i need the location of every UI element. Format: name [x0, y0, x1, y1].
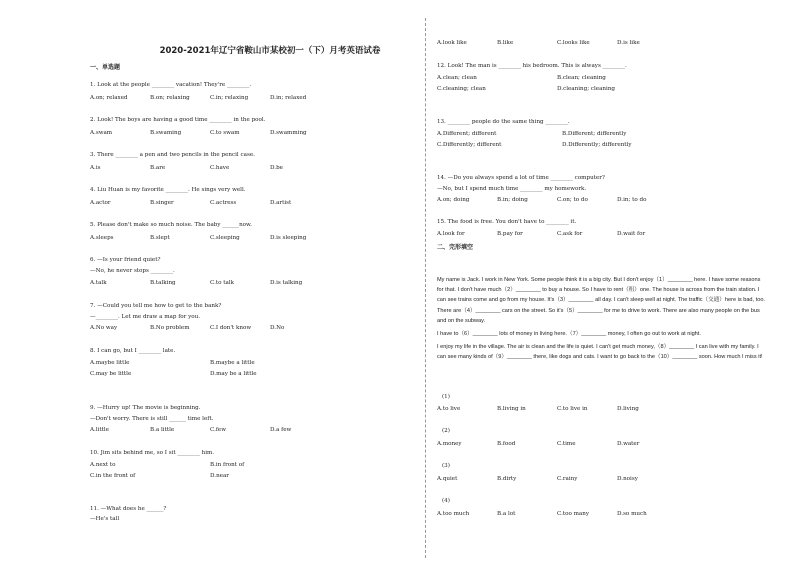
- option-2c[interactable]: C.to swam: [210, 130, 240, 136]
- cloze-item-2: (2): [442, 428, 450, 434]
- option-12c[interactable]: C.cleaning; clean: [437, 86, 486, 92]
- cloze-option-1c[interactable]: C.to live in: [557, 406, 588, 412]
- option-12b[interactable]: B.clean; cleaning: [557, 75, 606, 81]
- option-1a[interactable]: A.on; relaxed: [90, 95, 128, 101]
- cloze-option-3d[interactable]: D.noisy: [617, 476, 638, 482]
- option-4c[interactable]: C.actress: [210, 200, 237, 206]
- cloze-option-2b[interactable]: B.food: [497, 441, 516, 447]
- option-15d[interactable]: D.wait for: [617, 231, 646, 237]
- question-14-reply: —No, but I spend much time ________ my homework.: [437, 186, 587, 192]
- option-11d[interactable]: D.is like: [617, 40, 640, 46]
- question-12: 12. Look! The man is ________ his bedroom. This is always ________.: [437, 63, 627, 69]
- option-14a[interactable]: A.on; doing: [437, 197, 470, 203]
- question-3: 3. There ________ a pen and two pencils in the pencil case.: [90, 152, 255, 158]
- cloze-option-4b[interactable]: B.a lot: [497, 511, 516, 517]
- option-9a[interactable]: A.little: [90, 427, 109, 433]
- option-2d[interactable]: D.swamming: [270, 130, 307, 136]
- question-7-reply: —________. Let me draw a map for you.: [90, 314, 201, 320]
- cloze-option-4c[interactable]: C.too many: [557, 511, 590, 517]
- cloze-option-2a[interactable]: A.money: [437, 441, 462, 447]
- question-2: 2. Look! The boys are having a good time ________ in the pool.: [90, 117, 266, 123]
- question-7: 7. —Could you tell me how to get to the bank?: [90, 303, 222, 309]
- option-6a[interactable]: A.talk: [90, 280, 107, 286]
- option-8c[interactable]: C.may be little: [90, 371, 132, 377]
- question-5: 5. Please don't make so much noise. The baby ______now.: [90, 222, 252, 228]
- option-7b[interactable]: B.No problem: [150, 325, 190, 331]
- question-11: 11. —What does he ______?: [90, 506, 167, 512]
- option-4b[interactable]: B.singer: [150, 200, 174, 206]
- option-6c[interactable]: C.to talk: [210, 280, 235, 286]
- option-15c[interactable]: C.ask for: [557, 231, 583, 237]
- question-13: 13. ________ people do the same thing ________.: [437, 119, 570, 125]
- option-13d[interactable]: D.Differently; differently: [562, 142, 632, 148]
- section-heading-cloze: 二、完形填空: [437, 244, 474, 251]
- question-9: 9. —Hurry up! The movie is beginning.: [90, 405, 201, 411]
- option-15a[interactable]: A.look for: [437, 231, 465, 237]
- option-14d[interactable]: D.in; to do: [617, 197, 647, 203]
- question-9-reply: —Don't worry. There is still ______ time left.: [90, 416, 214, 422]
- passage-paragraph-2: I have to（6）________ lots of money in living here.（7）________ money, I often go out to work at night.: [437, 331, 701, 338]
- option-10b[interactable]: B.in front of: [210, 462, 245, 468]
- option-3d[interactable]: D.be: [270, 165, 283, 171]
- option-2a[interactable]: A.swam: [90, 130, 113, 136]
- cloze-item-3: (3): [442, 463, 450, 469]
- option-6b[interactable]: B.talking: [150, 280, 176, 286]
- question-8: 8. I can go, but I ________ late.: [90, 348, 176, 354]
- option-12d[interactable]: D.cleaning; cleaning: [557, 86, 616, 92]
- cloze-option-4a[interactable]: A.too much: [437, 511, 470, 517]
- option-2b[interactable]: B.swaming: [150, 130, 182, 136]
- cloze-option-4d[interactable]: D.so much: [617, 511, 647, 517]
- option-7d[interactable]: D.No: [270, 325, 285, 331]
- option-13a[interactable]: A.Different; different: [437, 131, 497, 137]
- option-7c[interactable]: C.I don't know: [210, 325, 252, 331]
- option-14c[interactable]: C.on; to do: [557, 197, 588, 203]
- option-8a[interactable]: A.maybe little: [90, 360, 130, 366]
- cloze-option-1b[interactable]: B.living in: [497, 406, 526, 412]
- option-3b[interactable]: B.are: [150, 165, 166, 171]
- option-3a[interactable]: A.is: [90, 165, 101, 171]
- option-8b[interactable]: B.maybe a little: [210, 360, 255, 366]
- column-divider: [425, 18, 426, 558]
- option-7a[interactable]: A.No way: [90, 325, 118, 331]
- question-14: 14. —Do you always spend a lot of time ________ computer?: [437, 175, 605, 181]
- option-3c[interactable]: C.have: [210, 165, 230, 171]
- option-4a[interactable]: A.actor: [90, 200, 111, 206]
- question-11-reply: —He's tall: [90, 516, 120, 522]
- option-15b[interactable]: B.pay for: [497, 231, 523, 237]
- option-5c[interactable]: C.sleeping: [210, 235, 240, 241]
- option-10c[interactable]: C.in the front of: [90, 473, 136, 479]
- option-12a[interactable]: A.clean; clean: [437, 75, 477, 81]
- cloze-item-1: (1): [442, 394, 450, 400]
- section-heading-single-choice: 一、单选题: [90, 64, 121, 71]
- question-6: 6. —Is your friend quiet?: [90, 257, 161, 263]
- question-6-reply: —No, he never stops ________.: [90, 268, 175, 274]
- question-4: 4. Liu Huan is my favorite ________. He sings very well.: [90, 187, 246, 193]
- option-8d[interactable]: D.may be a little: [210, 371, 257, 377]
- passage-paragraph-1: My name is Jack. I work in New York. Some people think it is a big city. But I don't enjoy（1）________ here. I have some reasons for that. I don't have much（2）________ to buy a house. So I have to rent（租）one. The house is across from the train station. I can see trains come and go from my house. It's（3）________ all day. I can't sleep well at night. The traffic（交通）here is bad, too. There are（4）________ cars on the street. So it's（5）________ for me to drive to work. There are also many people on the bus and on the subway.: [437, 277, 765, 324]
- option-9b[interactable]: B.a little: [150, 427, 175, 433]
- option-10d[interactable]: D.near: [210, 473, 229, 479]
- option-11a[interactable]: A.look like: [437, 40, 467, 46]
- option-9d[interactable]: D.a few: [270, 427, 292, 433]
- option-11c[interactable]: C.looks like: [557, 40, 590, 46]
- cloze-option-3b[interactable]: B.dirty: [497, 476, 517, 482]
- option-11b[interactable]: B.like: [497, 40, 514, 46]
- page-title: 2020-2021年辽宁省鞍山市某校初一（下）月考英语试卷: [159, 46, 381, 56]
- cloze-option-3a[interactable]: A.quiet: [437, 476, 458, 482]
- option-13b[interactable]: B.Different; differently: [562, 131, 627, 137]
- passage-paragraph-3: I enjoy my life in the village. The air is clean and the life is quiet. I can't get much money,（8）________ I can live with my family. I can see many kinds of（9）________ there, like dogs and cats. I want to go back to the（10）________ soon. How much I miss it!: [437, 344, 763, 361]
- option-9c[interactable]: C.few: [210, 427, 227, 433]
- question-1: 1. Look at the people ________ vacation! They're ________.: [90, 82, 252, 88]
- cloze-option-3c[interactable]: C.rainy: [557, 476, 578, 482]
- cloze-item-4: (4): [442, 498, 450, 504]
- option-4d[interactable]: D.artist: [270, 200, 292, 206]
- option-13c[interactable]: C.Differently; different: [437, 142, 502, 148]
- option-1c[interactable]: C.in; relaxing: [210, 95, 249, 101]
- question-10: 10. Jim sits behind me, so I sit ________ him.: [90, 450, 215, 456]
- option-1b[interactable]: B.on; relaxing: [150, 95, 190, 101]
- cloze-passage: [437, 275, 767, 366]
- option-14b[interactable]: B.in; doing: [497, 197, 528, 203]
- option-6d[interactable]: D.is talking: [270, 280, 303, 286]
- option-10a[interactable]: A.next to: [90, 462, 116, 468]
- option-5b[interactable]: B.slept: [150, 235, 170, 241]
- option-5a[interactable]: A.sleeps: [90, 235, 114, 241]
- option-5d[interactable]: D.is sleeping: [270, 235, 307, 241]
- cloze-option-2c[interactable]: C.time: [557, 441, 576, 447]
- question-15: 15. The food is free. You don't have to ________ it.: [437, 219, 577, 225]
- cloze-option-1a[interactable]: A.to live: [437, 406, 461, 412]
- cloze-option-1d[interactable]: D.living: [617, 406, 639, 412]
- option-1d[interactable]: D.in; relaxed: [270, 95, 307, 101]
- cloze-option-2d[interactable]: D.water: [617, 441, 640, 447]
